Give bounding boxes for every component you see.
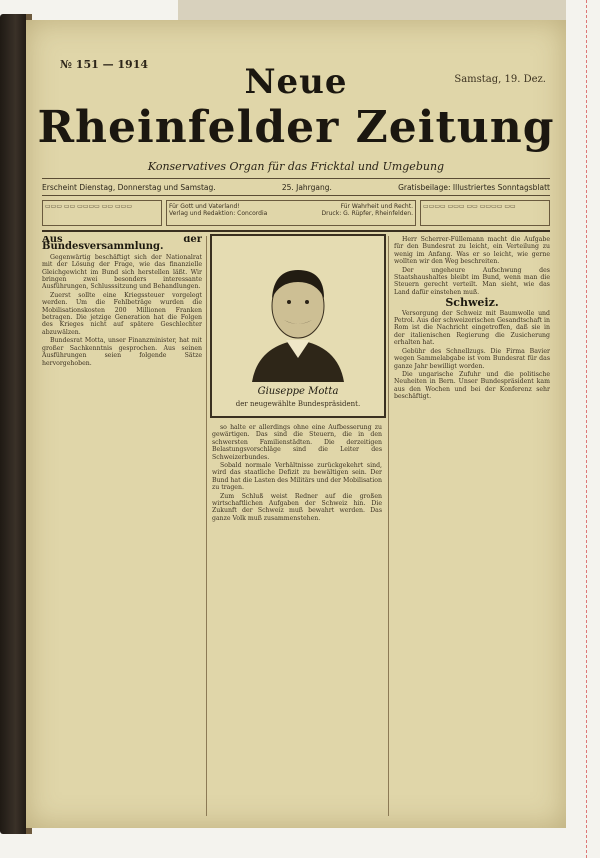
top-strip <box>178 0 566 22</box>
column-separator <box>206 236 207 816</box>
article-paragraph: Versorgung der Schweiz mit Baumwolle und Petrol. Aus der schweizerischen Gesandtschaft in Rom ist die Nachricht eingetroffen, daß sie in der italienischen Regierung die Zusicherung erhalten hat. <box>394 309 550 347</box>
motto-right: Für Wahrheit und Recht. <box>340 203 413 210</box>
portrait-caption: der neugewählte Bundespräsident. <box>235 400 361 408</box>
left-column <box>42 236 202 816</box>
motto-banner <box>166 200 416 226</box>
issue-date: Samstag, 19. Dez. <box>454 74 546 85</box>
portrait-frame <box>210 234 386 418</box>
masthead-subtitle: Konservatives Organ für das Fricktal und Umgebung <box>147 160 445 173</box>
free-supplement: Gratisbeilage: Illustriertes Sonntagsblatt <box>398 182 550 192</box>
article-paragraph: Der ungeheure Aufschwung des Staatshaushaltes bleibt im Bund, wenn man die Steuern gerecht verteilt. Man sieht, wie das Land dafür einstehen muß. <box>394 266 550 296</box>
book-binding <box>0 14 26 834</box>
motto-row <box>169 203 413 210</box>
article-paragraph: Gebühr des Schnellzugs. Die Firma Bavier wegen Sammelabgabe ist vom Bundesrat für das ganze Jahr bewilligt worden. <box>394 347 550 370</box>
subscription-box-text: ▭▭▭ ▭▭ ▭▭▭▭ ▭▭ ▭▭▭ <box>45 203 132 210</box>
column-separator <box>388 236 389 816</box>
masthead-title-line2: Rheinfelder Zeitung <box>37 102 555 153</box>
printer: Druck: G. Rüpfer, Rheinfelden. <box>321 210 413 217</box>
article-paragraph: Bundesrat Motta, unser Finanzminister, hat mit großer Sachkenntnis gesprochen. Aus seinen Ausführungen seien folgende Sätze hervorgehoben. <box>42 337 202 367</box>
newspaper-page <box>26 20 566 828</box>
motto-left: Für Gott und Vaterland! <box>169 203 240 210</box>
publication-info-line <box>42 178 550 196</box>
publication-schedule: Erscheint Dienstag, Donnerstag und Samstag. <box>42 182 216 192</box>
publisher-row <box>169 210 413 217</box>
section-heading: Schweiz. <box>445 296 499 310</box>
article-paragraph: Zum Schluß weist Redner auf die großen wirtschaftlichen Aufgaben der Schweiz hin. Die Zukunft der Schweiz muß bewahrt werden. Das ganze Volk muß zusammenstehen. <box>212 492 382 522</box>
subscription-box <box>42 200 162 226</box>
article-paragraph: Herr Scherrer-Füllemann macht die Aufgabe für den Bundesrat zu leicht, ein Verteilung zu wenig im Anfang. Was er so leicht, wie gerne wollten wir den Weg beschreiten. <box>394 236 550 266</box>
portrait-image <box>212 236 384 382</box>
article-paragraph: Gegenwärtig beschäftigt sich der Nationalrat mit der Lösung der Frage, wie das finanzielle Gleichgewicht im Bund sich herstellen läßt. Wir bringen zwei besonders interessante Ausführungen, Schlusssitzung und Behandlungen. <box>42 253 202 291</box>
right-column <box>394 236 550 816</box>
portrait-name: Giuseppe Motta <box>257 386 339 397</box>
article-heading: Aus der Bundesversammlung. <box>42 236 202 253</box>
middle-column <box>212 424 382 816</box>
article-paragraph: Sobald normale Verhältnisse zurückgekehrt sind, wird das staatliche Defizit zu bewältigen sein. Der Bund hat die Lasten des Militärs und der Mobilisation zu tragen. <box>212 462 382 492</box>
margin-guide <box>586 0 587 858</box>
volume-year: 25. Jahrgang. <box>281 182 332 192</box>
masthead-title-line1: Neue <box>244 62 348 102</box>
issue-number: № 151 — 1914 <box>60 58 149 71</box>
article-paragraph: so halte er allerdings ohne eine Aufbesserung zu gewärtigen. Das sind die Steuern, die in den schwersten Familienstädten. Die derzeitigen Belastungsvorschläge sind die Leiter des Schweizerbundes. <box>212 424 382 461</box>
advertising-box <box>420 200 550 226</box>
article-paragraph: Die ungarische Zufuhr und die politische Neuheiten in Bern. Unser Bundespräsident kam aus den Wochen und bei der Konferenz sehr beschäftigt. <box>394 370 550 401</box>
header-rule <box>42 230 550 232</box>
article-paragraph: Zuerst sollte eine Kriegssteuer vorgelegt werden. Um die Fehlbeträge wurden die Mobilisationskosten 200 Millionen Franken betragen. Die jetzige Generation hat die Folgen des Krieges nicht auf spätere Geschlechter abzuwälzen. <box>42 291 202 336</box>
publisher: Verlag und Redaktion: Concordia <box>169 210 268 217</box>
advertising-box-text: ▭▭▭▭ ▭▭▭ ▭▭ ▭▭▭▭ ▭▭ <box>423 203 516 210</box>
